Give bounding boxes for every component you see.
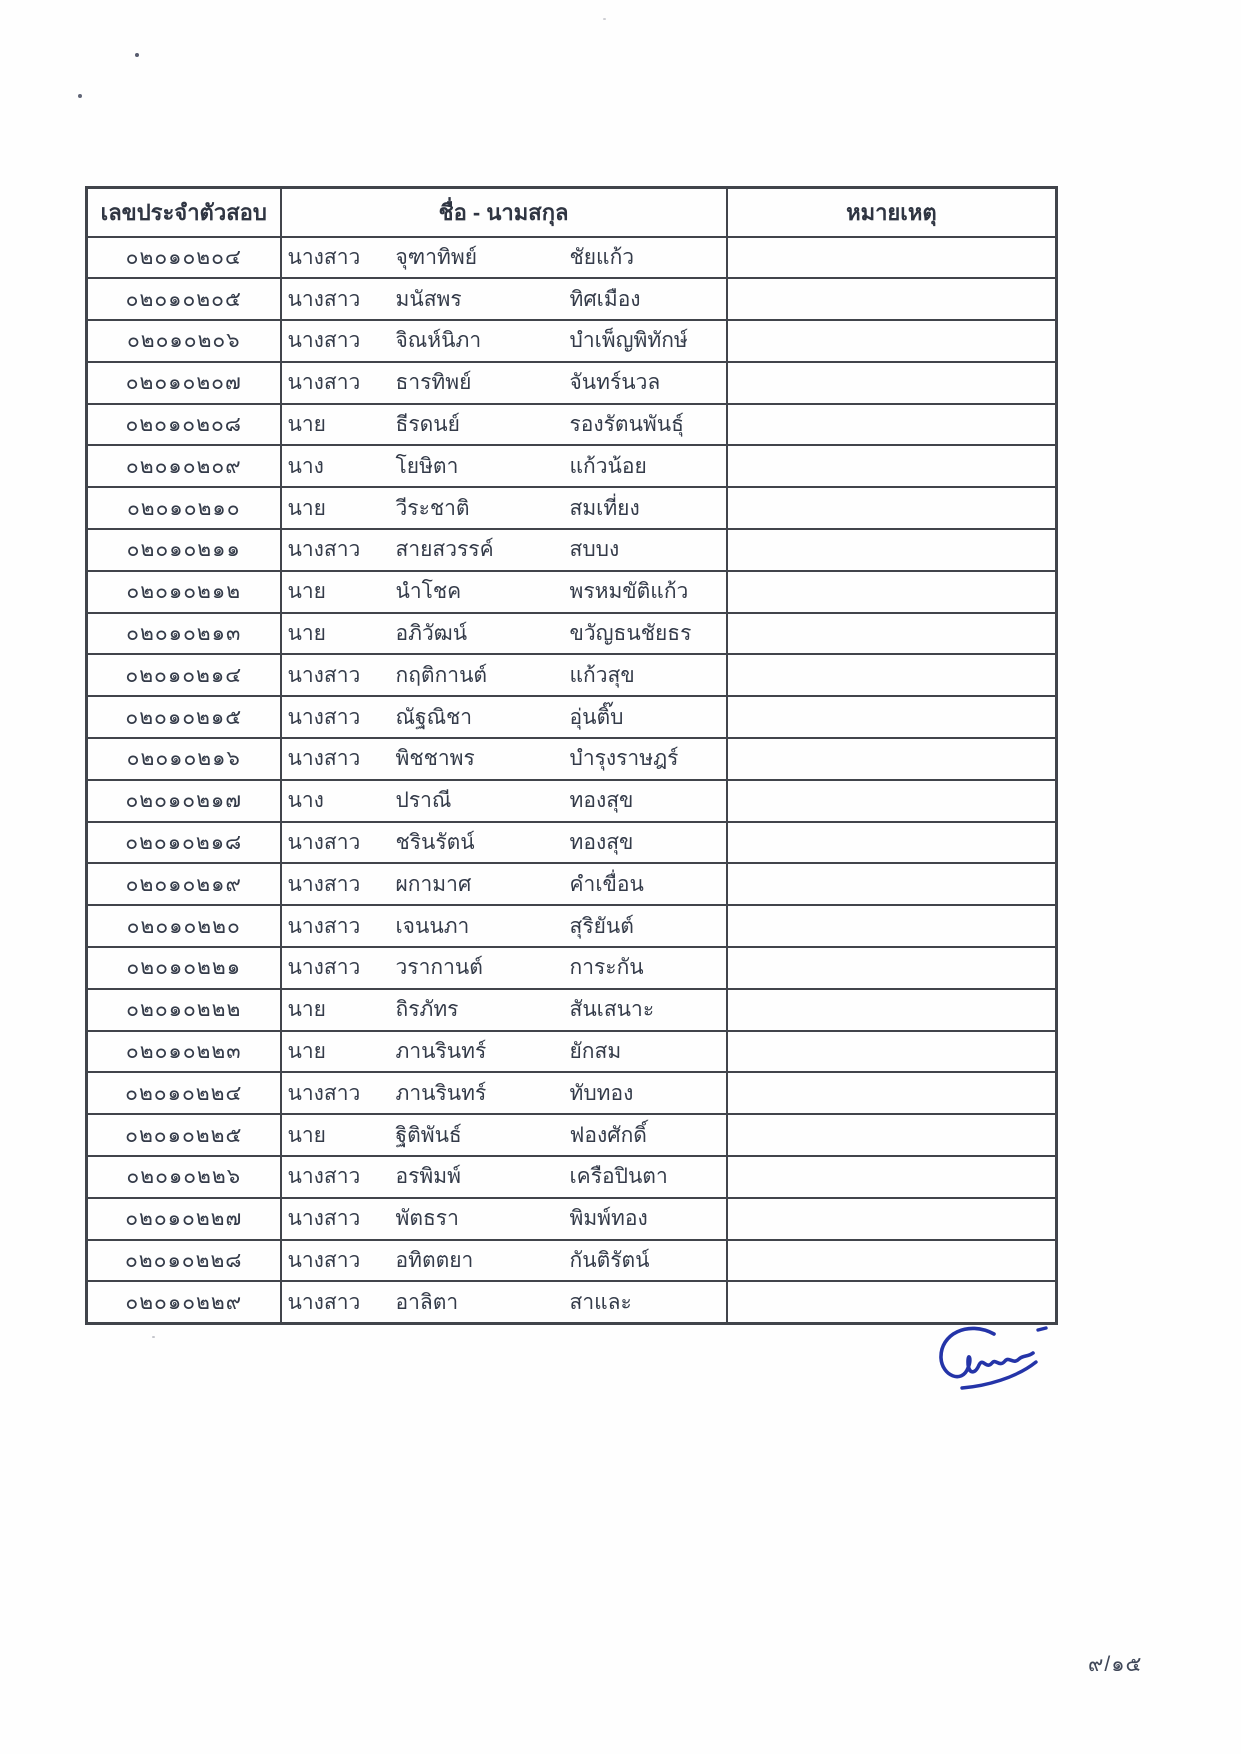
person-first: อาลิตา [395, 1290, 459, 1314]
person-last: สันเสนาะ [569, 998, 655, 1022]
table-row [87, 320, 1057, 362]
person-last: บำรุงราษฎร์ [569, 747, 679, 771]
name-cell [281, 1198, 727, 1240]
name-parts [288, 826, 726, 859]
name-parts [288, 659, 726, 692]
exam-id-cell: ๐๒๐๑๐๒๐๖ [87, 320, 281, 362]
table-row [87, 1198, 1057, 1240]
name-cell [281, 404, 727, 446]
person-first: กฤติกานต์ [395, 663, 488, 687]
person-first: อภิวัฒน์ [395, 622, 468, 646]
exam-id-cell: ๐๒๐๑๐๒๒๘ [87, 1240, 281, 1282]
person-title: นาย [287, 1040, 326, 1064]
exam-id-cell: ๐๒๐๑๐๒๐๙ [87, 445, 281, 487]
name-parts [288, 241, 726, 274]
remark-cell [727, 1114, 1057, 1156]
exam-id-cell: ๐๒๐๑๐๒๑๖ [87, 738, 281, 780]
name-cell [281, 1031, 727, 1073]
person-title: นางสาว [287, 287, 361, 311]
name-cell [281, 947, 727, 989]
person-title: นาย [287, 413, 326, 437]
name-cell [281, 696, 727, 738]
person-title: นางสาว [287, 1290, 361, 1314]
remark-cell [727, 1281, 1057, 1323]
person-title: นางสาว [287, 1165, 361, 1189]
name-parts [288, 1244, 726, 1277]
person-title: นางสาว [287, 914, 361, 938]
name-parts [288, 951, 726, 984]
name-parts [288, 1160, 726, 1193]
header-exam-id: เลขประจำตัวสอบ [87, 188, 281, 237]
person-first: ผกามาศ [395, 872, 472, 896]
person-title: นาง [287, 454, 324, 478]
exam-id-cell: ๐๒๐๑๐๒๒๖ [87, 1156, 281, 1198]
person-title: นางสาว [287, 329, 361, 353]
person-first: นำโชค [395, 580, 462, 604]
table-row [87, 780, 1057, 822]
name-cell [281, 237, 727, 279]
name-cell [281, 487, 727, 529]
person-last: สาและ [569, 1290, 632, 1314]
person-last: คำเขื่อน [569, 872, 644, 896]
remark-cell [727, 237, 1057, 279]
name-cell [281, 571, 727, 613]
person-title: นาย [287, 1123, 326, 1147]
table-header-row [87, 188, 1057, 237]
exam-id-cell: ๐๒๐๑๐๒๑๔ [87, 654, 281, 696]
name-parts [288, 1077, 726, 1110]
person-last: ทับทอง [569, 1081, 634, 1105]
name-parts [288, 868, 726, 901]
person-last: จันทร์นวล [569, 371, 661, 395]
name-cell [281, 863, 727, 905]
person-title: นางสาว [287, 956, 361, 980]
remark-cell [727, 905, 1057, 947]
person-title: นาย [287, 622, 326, 646]
table-row [87, 1031, 1057, 1073]
person-first: มนัสพร [395, 287, 462, 311]
name-cell [281, 1240, 727, 1282]
person-first: ฐิติพันธ์ [395, 1123, 462, 1147]
table-row [87, 529, 1057, 571]
person-first: อรพิมพ์ [395, 1165, 461, 1189]
remark-cell [727, 320, 1057, 362]
person-first: โยษิตา [395, 454, 459, 478]
name-cell [281, 445, 727, 487]
person-title: นางสาว [287, 747, 361, 771]
remark-cell [727, 947, 1057, 989]
exam-id-cell: ๐๒๐๑๐๒๐๘ [87, 404, 281, 446]
person-last: สบบง [569, 538, 620, 562]
remark-cell [727, 989, 1057, 1031]
person-last: ขวัญธนชัยธร [569, 622, 692, 646]
person-last: ทองสุข [569, 789, 634, 813]
remark-cell [727, 1156, 1057, 1198]
table-row [87, 947, 1057, 989]
name-cell [281, 738, 727, 780]
person-title: นางสาว [287, 1081, 361, 1105]
table-header [87, 188, 1057, 237]
person-first: วีระชาติ [395, 496, 470, 520]
person-last: แก้วน้อย [569, 454, 647, 478]
person-last: รองรัตนพันธุ์ [569, 413, 684, 437]
remark-cell [727, 1031, 1057, 1073]
person-last: อุ่นติ๊บ [569, 705, 624, 729]
exam-id-cell: ๐๒๐๑๐๒๒๙ [87, 1281, 281, 1323]
table-row [87, 1072, 1057, 1114]
remark-cell [727, 863, 1057, 905]
name-cell [281, 362, 727, 404]
remark-cell [727, 1198, 1057, 1240]
name-parts [288, 492, 726, 525]
table-row [87, 487, 1057, 529]
person-last: ทองสุข [569, 831, 634, 855]
name-cell [281, 1281, 727, 1323]
name-parts [288, 575, 726, 608]
name-parts [288, 1119, 726, 1152]
person-title: นาย [287, 998, 326, 1022]
person-first: สายสวรรค์ [395, 538, 494, 562]
exam-id-cell: ๐๒๐๑๐๒๑๓ [87, 613, 281, 655]
person-title: นางสาว [287, 1207, 361, 1231]
person-last: การะกัน [569, 956, 644, 980]
remark-cell [727, 362, 1057, 404]
name-parts [288, 533, 726, 566]
exam-id-cell: ๐๒๐๑๐๒๐๕ [87, 278, 281, 320]
person-title: นางสาว [287, 663, 361, 687]
name-parts [288, 701, 726, 734]
table-row [87, 738, 1057, 780]
table-row [87, 822, 1057, 864]
table-row [87, 613, 1057, 655]
name-cell [281, 989, 727, 1031]
exam-id-cell: ๐๒๐๑๐๒๐๔ [87, 237, 281, 279]
name-parts [288, 1286, 726, 1319]
person-first: ธีรดนย์ [395, 413, 460, 437]
table-row [87, 654, 1057, 696]
page-number: ๙/๑๕ [1088, 1653, 1143, 1676]
exam-id-cell: ๐๒๐๑๐๒๒๓ [87, 1031, 281, 1073]
exam-id-cell: ๐๒๐๑๐๒๒๕ [87, 1114, 281, 1156]
person-first: จุฑาทิพย์ [395, 245, 478, 269]
remark-cell [727, 445, 1057, 487]
person-first: ชรินรัตน์ [395, 831, 475, 855]
table-row [87, 905, 1057, 947]
person-title: นางสาว [287, 538, 361, 562]
person-first: ภานรินทร์ [395, 1081, 487, 1105]
person-first: เจนนภา [395, 914, 470, 938]
person-title: นางสาว [287, 705, 361, 729]
name-parts [288, 742, 726, 775]
remark-cell [727, 696, 1057, 738]
person-title: นางสาว [287, 831, 361, 855]
person-title: นางสาว [287, 371, 361, 395]
name-cell [281, 1156, 727, 1198]
person-title: นาย [287, 496, 326, 520]
name-cell [281, 529, 727, 571]
remark-cell [727, 487, 1057, 529]
table-row [87, 404, 1057, 446]
remark-cell [727, 278, 1057, 320]
name-cell [281, 320, 727, 362]
header-remarks: หมายเหตุ [727, 188, 1057, 237]
person-last: ยักสม [569, 1040, 622, 1064]
name-parts [288, 993, 726, 1026]
remark-cell [727, 571, 1057, 613]
table-row [87, 863, 1057, 905]
header-name-surname: ชื่อ - นามสกุล [281, 188, 727, 237]
name-parts [288, 283, 726, 316]
name-parts [288, 910, 726, 943]
scan-artifact-dot [78, 94, 82, 98]
person-title: นางสาว [287, 1249, 361, 1273]
scan-artifact-dot [152, 1336, 155, 1338]
person-last: ฟองศักดิ์ [569, 1123, 647, 1147]
exam-id-cell: ๐๒๐๑๐๒๑๐ [87, 487, 281, 529]
exam-id-cell: ๐๒๐๑๐๒๐๗ [87, 362, 281, 404]
name-parts [288, 450, 726, 483]
person-title: นางสาว [287, 872, 361, 896]
name-cell [281, 1072, 727, 1114]
scan-artifact-dot [135, 53, 139, 57]
remark-cell [727, 780, 1057, 822]
person-title: นาย [287, 580, 326, 604]
exam-id-cell: ๐๒๐๑๐๒๒๐ [87, 905, 281, 947]
person-first: ณัฐณิชา [395, 705, 473, 729]
name-parts [288, 784, 726, 817]
remark-cell [727, 613, 1057, 655]
person-first: ภานรินทร์ [395, 1040, 487, 1064]
name-cell [281, 905, 727, 947]
name-cell [281, 654, 727, 696]
name-parts [288, 617, 726, 650]
candidate-roster-table [85, 186, 1058, 1325]
person-first: อทิตตยา [395, 1249, 474, 1273]
table-row [87, 278, 1057, 320]
table-row [87, 237, 1057, 279]
exam-id-cell: ๐๒๐๑๐๒๑๑ [87, 529, 281, 571]
exam-id-cell: ๐๒๐๑๐๒๑๙ [87, 863, 281, 905]
remark-cell [727, 738, 1057, 780]
person-first: ปราณี [395, 789, 452, 813]
person-last: ชัยแก้ว [569, 245, 635, 269]
table-row [87, 1114, 1057, 1156]
name-parts [288, 366, 726, 399]
person-last: บำเพ็ญพิทักษ์ [569, 329, 688, 353]
person-first: ธารทิพย์ [395, 371, 472, 395]
name-cell [281, 1114, 727, 1156]
table-row [87, 362, 1057, 404]
exam-id-cell: ๐๒๐๑๐๒๒๑ [87, 947, 281, 989]
table-row [87, 696, 1057, 738]
name-cell [281, 822, 727, 864]
table-row [87, 989, 1057, 1031]
person-last: สมเที่ยง [569, 496, 640, 520]
signature-ink [928, 1318, 1058, 1402]
person-first: พิชชาพร [395, 747, 475, 771]
exam-id-cell: ๐๒๐๑๐๒๒๒ [87, 989, 281, 1031]
table-row [87, 1240, 1057, 1282]
exam-id-cell: ๐๒๐๑๐๒๑๗ [87, 780, 281, 822]
name-cell [281, 780, 727, 822]
remark-cell [727, 1072, 1057, 1114]
person-first: วรากานต์ [395, 956, 483, 980]
exam-id-cell: ๐๒๐๑๐๒๑๘ [87, 822, 281, 864]
person-last: พรหมขัติแก้ว [569, 580, 689, 604]
name-cell [281, 278, 727, 320]
person-last: แก้วสุข [569, 663, 635, 687]
remark-cell [727, 404, 1057, 446]
exam-id-cell: ๐๒๐๑๐๒๑๒ [87, 571, 281, 613]
exam-id-cell: ๐๒๐๑๐๒๑๕ [87, 696, 281, 738]
remark-cell [727, 529, 1057, 571]
table-body [87, 237, 1057, 1324]
person-last: พิมพ์ทอง [569, 1207, 648, 1231]
person-first: จิณห์นิภา [395, 329, 482, 353]
exam-id-cell: ๐๒๐๑๐๒๒๗ [87, 1198, 281, 1240]
person-last: สุริยันต์ [569, 914, 634, 938]
person-title: นาง [287, 789, 324, 813]
remark-cell [727, 654, 1057, 696]
person-last: ทิศเมือง [569, 287, 641, 311]
name-parts [288, 324, 726, 357]
name-parts [288, 1202, 726, 1235]
remark-cell [727, 822, 1057, 864]
table-row [87, 571, 1057, 613]
person-last: เครือปินตา [569, 1165, 668, 1189]
person-title: นางสาว [287, 245, 361, 269]
exam-id-cell: ๐๒๐๑๐๒๒๔ [87, 1072, 281, 1114]
name-parts [288, 1035, 726, 1068]
name-parts [288, 408, 726, 441]
scan-artifact-dot [603, 18, 606, 20]
person-first: ถิรภัทร [395, 998, 459, 1022]
remark-cell [727, 1240, 1057, 1282]
person-last: กันติรัตน์ [569, 1249, 650, 1273]
name-cell [281, 613, 727, 655]
table-row [87, 1156, 1057, 1198]
table-row [87, 445, 1057, 487]
table-row [87, 1281, 1057, 1323]
person-first: พัตธรา [395, 1207, 459, 1231]
